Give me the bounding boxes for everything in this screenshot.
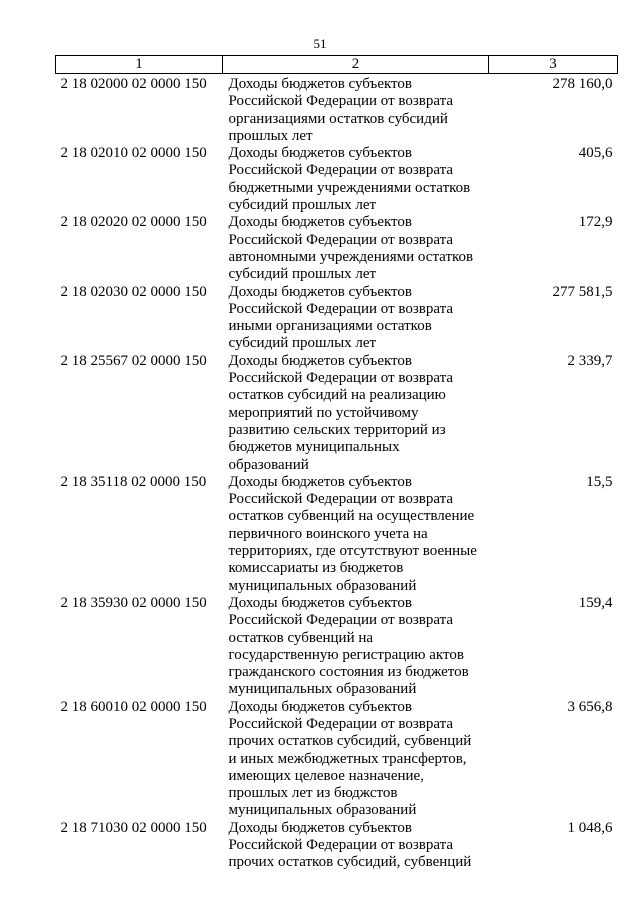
table-row: [56, 214, 618, 283]
row-amount: 2 339,7: [567, 352, 613, 369]
row-amount: 277 581,5: [552, 283, 613, 300]
row-amount: 15,5: [586, 473, 613, 490]
row-code: 2 18 35930 02 0000 150: [60, 594, 207, 611]
row-amount: 172,9: [578, 214, 613, 231]
table-row: [56, 284, 618, 353]
table-row: [56, 353, 618, 474]
row-description: Доходы бюджетов субъектов Российской Федерации от возврата остатков субсидий на реализацию мероприятий по устойчивому развитию сельских территорий из бюджетов муниципальных образований: [228, 352, 454, 473]
row-amount: 278 160,0: [552, 76, 613, 92]
row-amount: 1 048,6: [567, 819, 613, 836]
row-code: 2 18 02020 02 0000 150: [60, 214, 207, 231]
row-amount: 3 656,8: [567, 698, 613, 715]
row-code: 2 18 02000 02 0000 150: [60, 76, 207, 92]
row-description: Доходы бюджетов субъектов Российской Федерации от возврата организациями остатков субсидий прошлых лет: [228, 76, 454, 144]
row-description: Доходы бюджетов субъектов Российской Федерации от возврата иными организациями остатков субсидий прошлых лет: [228, 283, 454, 352]
row-code: 2 18 02030 02 0000 150: [60, 283, 207, 300]
table-row: [56, 595, 618, 699]
column-header-1: 1: [56, 56, 223, 74]
row-description: Доходы бюджетов субъектов Российской Федерации от возврата прочих остатков субсидий, субвенций и иных межбюджетных трансфертов, имеющих целевое назначение, прошлых лет из бюджстов муниципальных образований: [228, 698, 472, 819]
table-row: [56, 74, 618, 146]
budget-revenue-table: [55, 55, 618, 872]
table-row: [56, 820, 618, 872]
row-description: Доходы бюджетов субъектов Российской Федерации от возврата автономными учреждениями остатков субсидий прошлых лет: [228, 214, 474, 283]
table-row: [56, 145, 618, 214]
table-body: [56, 74, 618, 872]
row-code: 2 18 02010 02 0000 150: [60, 145, 207, 162]
table-row: [56, 699, 618, 820]
column-header-2: 2: [223, 56, 489, 74]
column-header-3: 3: [489, 56, 618, 74]
row-code: 2 18 25567 02 0000 150: [60, 352, 207, 369]
table-header-row: [56, 56, 618, 74]
table-row: [56, 474, 618, 595]
row-description: Доходы бюджетов субъектов Российской Федерации от возврата остатков субвенций на государственную регистрацию актов гражданского состояния из бюджетов муниципальных образований: [228, 594, 469, 698]
page-number: 51: [313, 36, 327, 51]
row-description: Доходы бюджетов субъектов Российской Федерации от возврата бюджетными учреждениями остатков субсидий прошлых лет: [228, 145, 471, 214]
row-description: Доходы бюджетов субъектов Российской Федерации от возврата остатков субвенций на осуществление первичного воинского учета на территориях, где отсутствуют военные комиссариаты из бюджетов муниципальных образований: [228, 473, 477, 594]
row-code: 2 18 60010 02 0000 150: [60, 698, 207, 715]
row-amount: 405,6: [578, 145, 613, 162]
row-amount: 159,4: [578, 594, 613, 611]
row-description: Доходы бюджетов субъектов Российской Федерации от возврата прочих остатков субсидий, субвенций: [228, 819, 472, 871]
row-code: 2 18 35118 02 0000 150: [60, 473, 207, 490]
row-code: 2 18 71030 02 0000 150: [60, 819, 207, 836]
